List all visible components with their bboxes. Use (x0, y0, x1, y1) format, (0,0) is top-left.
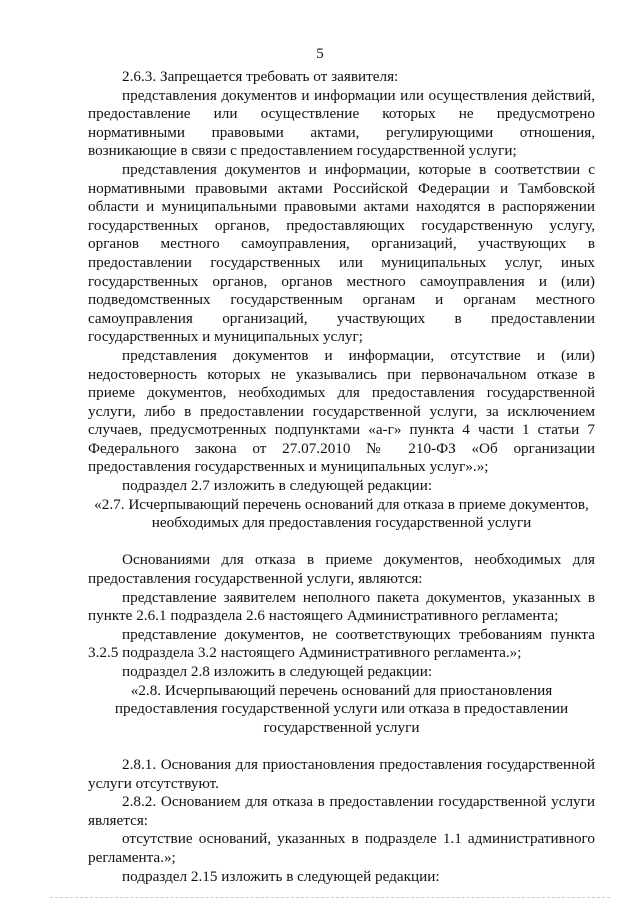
heading-2-8: «2.8. Исчерпывающий перечень оснований для приостановления предоставления государственной услуги или отказа в предоставлении государственной услуги (114, 681, 569, 736)
paragraph-ground-2: представление документов, не соответствующих требованиям пункта 3.2.5 подраздела 3.2 настоящего Административного регламента.»; (88, 625, 595, 662)
paragraph-item-1: представления документов и информации или осуществления действий, предоставление или осуществление которых не предусмотрено нормативными правовыми актами, регулирующими отношения, возникающие в связи с предоставлением государственной услуги; (88, 86, 595, 160)
paragraph-amend-2-7: подраздел 2.7 изложить в следующей редакции: (122, 477, 433, 495)
paragraph-absence: отсутствие оснований, указанных в подразделе 1.1 административного регламента.»; (88, 830, 595, 866)
paragraph-grounds-refusal: Основаниями для отказа в приеме документов, необходимых для предоставления государственной услуги, являются: (88, 551, 595, 588)
page-number: 5 (316, 46, 324, 62)
paragraph-2-6-3: 2.6.3. Запрещается требовать от заявителя: (122, 68, 399, 85)
document-body (88, 68, 595, 886)
spacer (88, 533, 595, 552)
paragraph-item-3: представления документов и информации, отсутствие и (или) недостоверность которых не указывались при первоначальном отказе в приеме документов, необходимых для предоставления государственной услуги, либо в предоставлении государственной услуги, за исключением случаев, предусмотренных подпунктами «а-г» пункта 4 части 1 статьи 7 Федерального закона от 27.07.2010 № 210-ФЗ «Об организации предоставления государственных и муниципальных услуг».»; (88, 346, 595, 476)
scan-edge-divider (50, 897, 610, 899)
paragraph-ground-1: представление заявителем неполного пакета документов, указанных в пункте 2.6.1 подраздела 2.6 настоящего Административного регламента; (88, 588, 595, 625)
spacer (88, 737, 595, 756)
paragraph-2-8-1: 2.8.1. Основания для приостановления предоставления государственной услуги отсутствуют. (88, 755, 595, 792)
heading-2-7: «2.7. Исчерпывающий перечень оснований для отказа в приеме документов, необходимых для предоставления государственной услуги (94, 495, 589, 532)
paragraph-item-2: представления документов и информации, которые в соответствии с нормативными правовыми актами Российской Федерации и Тамбовской области и муниципальными правовыми актами находятся в распоряжении государственных органов, предоставляющих государственную услугу, органов местного самоуправления, организаций, участвующих в предоставлении государственных или муниципальных услуг, иных государственных органов, органов местного самоуправления и (или) подведомственных государственным органам и органам местного самоуправления организаций, участвующих в предоставлении государственных и муниципальных услуг; (88, 160, 595, 346)
paragraph-amend-2-8: подраздел 2.8 изложить в следующей редакции: (122, 663, 433, 680)
paragraph-amend-2-15: подраздел 2.15 изложить в следующей редакции: (122, 867, 440, 885)
paragraph-2-8-2: 2.8.2. Основанием для отказа в предоставлении государственной услуги является: (88, 793, 595, 829)
